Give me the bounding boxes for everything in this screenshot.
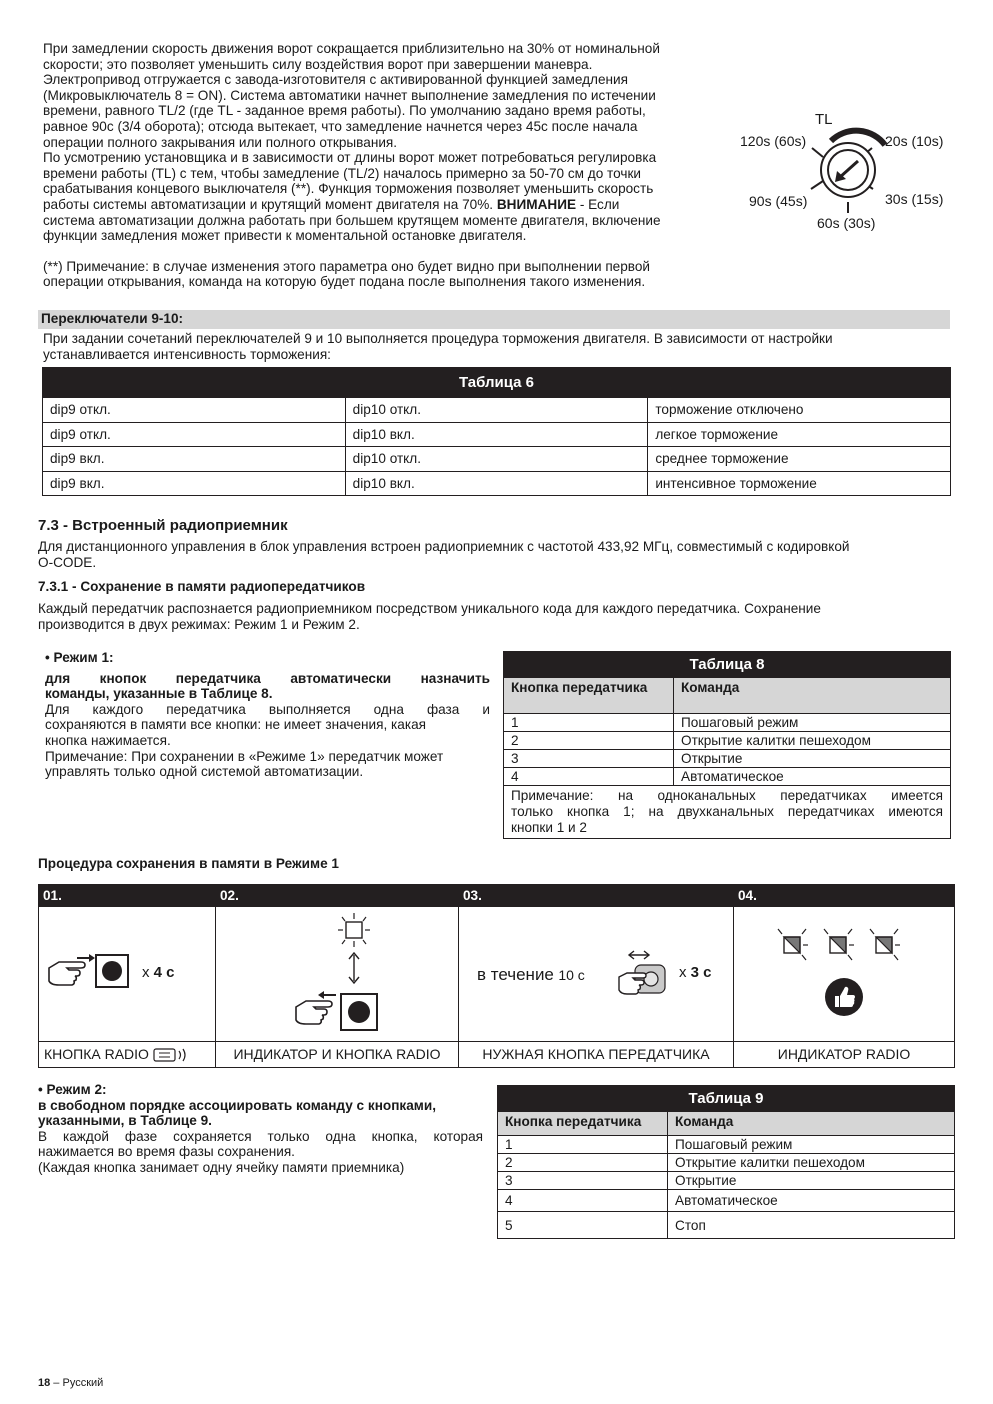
table-row: dip9 вкл. dip10 вкл. интенсивное торможение: [43, 471, 951, 496]
table-9: [497, 1085, 955, 1239]
note-line: операции открывания, команда на которую будет подана после выполнения такого изменения.: [43, 274, 646, 290]
mode-2-bold-line: в свободном порядке ассоциировать команду с кнопками,: [38, 1097, 436, 1113]
dial-label-90s: 90s (45s): [749, 193, 808, 209]
procedure-title: Процедура сохранения в памяти в Режиме 1: [38, 856, 339, 871]
table-row: 2 Открытие калитки пешеходом: [498, 1154, 955, 1172]
step-label: НУЖНАЯ КНОПКА ПЕРЕДАТЧИКА: [482, 1046, 710, 1062]
mode-2-title: • Режим 2:: [38, 1082, 107, 1097]
intro-line: срабатывания концевого выключателя (**). Функция торможения позволяет уменьшить скорость: [43, 181, 654, 197]
step-2: [216, 885, 459, 1067]
mode-1-bold-line: для кнопок передатчика автоматически назначить: [45, 670, 490, 686]
dial-label-60s: 60s (30s): [817, 215, 876, 231]
table-8-col1: Кнопка передатчика: [504, 678, 674, 714]
section-7-3-title: 7.3 - Встроенный радиоприемник: [38, 517, 288, 534]
step-number: 02.: [216, 885, 458, 907]
mode-2-block: • Режим 2: в свободном порядке ассоциировать команду с кнопками, указанными, в Таблице 9. В каждой фазе сохраняется только одна кнопка, которая нажимается во время фазы сохранения. (Каждая кнопка занимает одну ячейку памяти приемника): [38, 1082, 483, 1175]
intro-line: скорости; это позволяет уменьшить силу воздействия ворот при завершении маневра.: [43, 56, 593, 72]
section-7-3-1-title: 7.3.1 - Сохранение в памяти радиопередатчиков: [38, 579, 366, 594]
page-footer: 18 – Русский: [38, 1377, 104, 1389]
step-3-within: в течение 10 с: [477, 965, 585, 984]
table-row: 1 Пошаговый режим: [504, 714, 951, 732]
finger-press-icon: [45, 954, 95, 990]
mode-2-bold-line: указанными, в Таблице 9.: [38, 1113, 212, 1129]
intro-line: По усмотрению установщика и в зависимости от длины ворот может потребоваться регулировка: [43, 150, 657, 166]
dial-title: TL: [815, 111, 833, 128]
intro-line: (Микровыключатель 8 = ON). Система автоматики начнет выполнение замедления по истечении: [43, 87, 656, 103]
step-label: ИНДИКАТОР RADIO: [777, 1046, 911, 1062]
step-number: 03.: [459, 885, 733, 907]
switches-text: При задании сочетаний переключателей 9 и 10 выполняется процедура торможения двигателя. В зависимости от настройки устанавливается интенсивность торможения:: [43, 331, 833, 362]
table-row: 3 Открытие: [504, 750, 951, 768]
table-6: [42, 367, 951, 496]
table-8-note: Примечание: на одноканальных передатчиках имеется только кнопка 1; на двухканальных передатчиках имеются кнопки 1 и 2: [504, 786, 951, 839]
thumbs-up-icon: [824, 977, 864, 1017]
transmitter-press-icon: [617, 963, 669, 999]
section-7-3-text: Для дистанционного управления в блок управления встроен радиоприемник с частотой 433,92 МГц, совместимый с кодировкой O-CODE.: [38, 539, 850, 570]
intro-paragraph: [43, 41, 731, 290]
intro-line: времени работы (TL) с тем, чтобы замедление (TL/2) началось примерно за 50-70 см до точки: [43, 165, 642, 181]
step-3-duration: x 3 с: [679, 964, 712, 981]
radio-key-icon: [153, 1047, 189, 1063]
step-1: [39, 885, 216, 1067]
table-8: [503, 651, 951, 839]
led-triple-blink-icon: [774, 925, 914, 965]
table-row: dip9 откл. dip10 вкл. легкое торможение: [43, 422, 951, 447]
tl-dial-diagram: [735, 105, 960, 240]
step-1-duration: x 4 с: [142, 964, 175, 981]
radio-button-icon: [95, 954, 129, 988]
dial-label-20s: 20s (10s): [885, 133, 944, 149]
intro-line: Электропривод отгружается с завода-изготовителя с активированной функцией замедления: [43, 72, 628, 88]
dial-knob-icon: [735, 105, 960, 240]
page-language: Русский: [62, 1377, 104, 1389]
table-row: 4 Автоматическое: [504, 768, 951, 786]
up-down-arrow-icon: [347, 951, 361, 985]
intro-line: времени, равного TL/2 (где TL - заданное время работы). По умолчанию задано время работы,: [43, 103, 646, 119]
mode-1-block: • Режим 1: для кнопок передатчика автоматически назначить команды, указанные в Таблице 8. Для каждого передатчика выполняется одна фаза и сохраняются в памяти все кнопки: не имеет значения, какая кнопка нажимается. Примечание: При сохранении в «Режиме 1» передатчик может управлять только одной системой автоматизации.: [45, 650, 490, 780]
intro-line-warning: работы системы автоматизации и крутящий момент двигателя на 70%. ВНИМАНИЕ - Если: [43, 196, 620, 212]
step-label: КНОПКА RADIO: [39, 1042, 215, 1067]
intro-line: равное 90с (3/4 оборота); отсюда вытекает, что замедление начнется через 45с после начала: [43, 118, 638, 134]
section-7-3-1-text: Каждый передатчик распознается радиоприемником посредством уникального кода для каждого передатчика. Сохранение производится в двух режимах: Режим 1 и Режим 2.: [38, 601, 821, 632]
table-row: dip9 откл. dip10 откл. торможение отключено: [43, 398, 951, 423]
table-row: 1 Пошаговый режим: [498, 1136, 955, 1154]
dial-label-30s: 30s (15s): [885, 191, 944, 207]
table-row: 5 Стоп: [498, 1212, 955, 1239]
table-8-col2: Команда: [674, 678, 951, 714]
switches-heading-bar: Переключатели 9-10:: [38, 310, 950, 329]
step-label: ИНДИКАТОР И КНОПКА RADIO: [233, 1046, 441, 1062]
table-9-title: Таблица 9: [498, 1086, 955, 1112]
mode-1-title: • Режим 1:: [45, 650, 114, 665]
left-right-arrow-icon: [627, 949, 651, 961]
radio-button-icon: [340, 993, 378, 1031]
table-6-title: Таблица 6: [43, 368, 951, 398]
intro-line: система автоматизации должна работать при большем крутящем моменте двигателя, включение: [43, 212, 661, 228]
step-number: 01.: [39, 885, 215, 907]
table-row: 2 Открытие калитки пешеходом: [504, 732, 951, 750]
step-4: [734, 885, 954, 1067]
intro-line: функции замедления может привести к моментальной остановке двигателя.: [43, 228, 527, 244]
note-line: (**) Примечание: в случае изменения этого параметра оно будет видно при выполнении первой: [43, 258, 651, 274]
table-9-col2: Команда: [668, 1112, 955, 1136]
step-3: [459, 885, 734, 1067]
intro-line: При замедлении скорость движения ворот сокращается приблизительно на 30% от номинальной: [43, 41, 660, 56]
intro-line: операции полного закрывания или полного открывания.: [43, 134, 398, 150]
page-number: 18: [38, 1377, 51, 1389]
step-number: 04.: [734, 885, 954, 907]
dial-label-120s: 120s (60s): [740, 133, 807, 149]
table-row: dip9 вкл. dip10 откл. среднее торможение: [43, 447, 951, 472]
table-row: 3 Открытие: [498, 1172, 955, 1190]
procedure-steps: [38, 884, 955, 1068]
table-row: 4 Автоматическое: [498, 1190, 955, 1212]
finger-press-icon: [292, 989, 342, 1029]
mode-1-bold-line: команды, указанные в Таблице 8.: [45, 686, 273, 702]
table-8-title: Таблица 8: [504, 652, 951, 678]
led-blink-icon: [334, 913, 374, 949]
table-9-col1: Кнопка передатчика: [498, 1112, 668, 1136]
